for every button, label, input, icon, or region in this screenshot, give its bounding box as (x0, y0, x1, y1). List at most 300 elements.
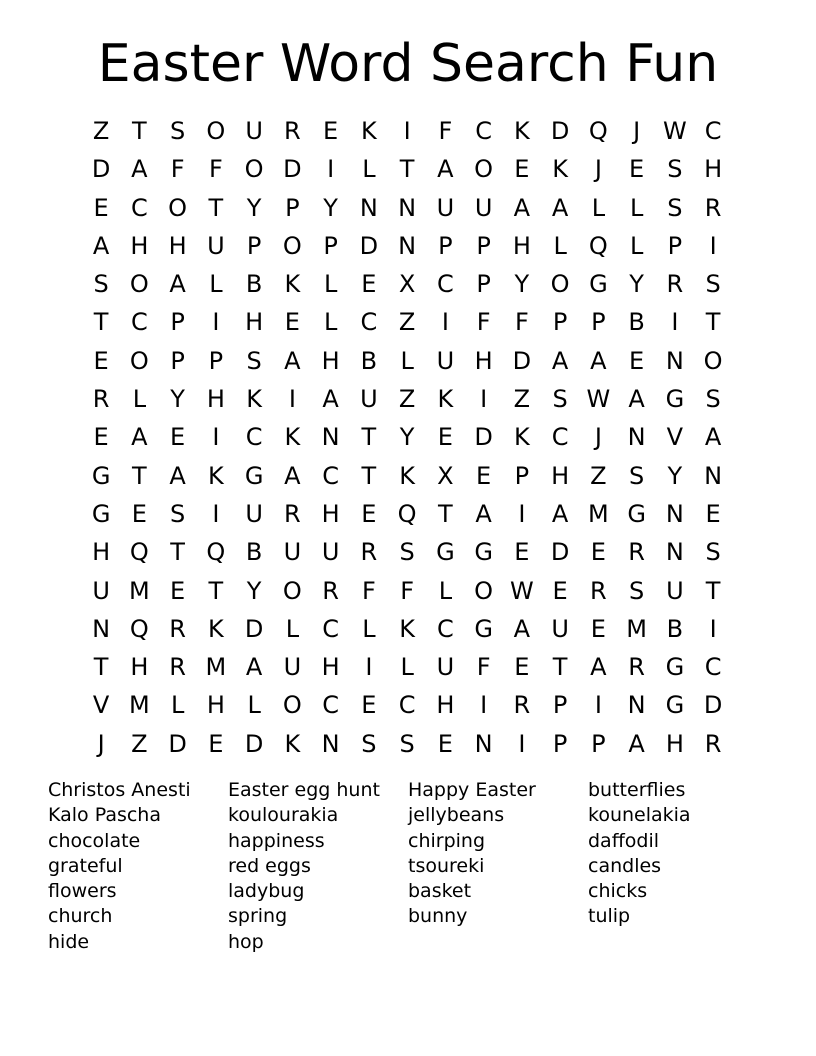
grid-cell: K (284, 423, 301, 452)
grid-cell: J (97, 729, 105, 758)
grid-cell: R (704, 193, 722, 222)
grid-cell: H (474, 346, 493, 375)
grid-cell: N (474, 729, 493, 758)
word-list-item: chocolate (48, 829, 141, 852)
grid-cell: Q (588, 231, 608, 260)
grid-cell: J (633, 117, 641, 145)
grid-cell: A (131, 155, 148, 184)
grid-cell: A (169, 461, 186, 490)
grid-cell: E (170, 423, 186, 452)
grid-cell: A (131, 423, 148, 452)
grid-cell: F (476, 308, 491, 337)
grid-cell: N (321, 423, 340, 452)
grid-cell: T (132, 461, 147, 490)
grid-cell: C (551, 423, 569, 452)
grid-cell: I (518, 499, 526, 528)
grid-cell: H (665, 729, 684, 758)
grid-cell: F (476, 653, 491, 682)
grid-cell: R (169, 614, 186, 643)
grid-cell: A (551, 499, 569, 528)
grid-cell: U (92, 576, 110, 605)
grid-cell: A (628, 729, 645, 758)
grid-cell: G (244, 461, 264, 490)
grid-cell: Q (129, 538, 149, 567)
word-list-item: candles (588, 854, 662, 877)
grid-cell: U (666, 576, 684, 605)
grid-cell: R (360, 538, 378, 567)
page-title: Easter Word Search Fun (97, 34, 719, 94)
grid-cell: S (399, 729, 415, 758)
grid-cell: I (288, 385, 296, 414)
grid-cell: U (436, 193, 455, 222)
grid-cell: J (594, 155, 602, 184)
grid-cell: P (170, 346, 185, 375)
grid-cell: P (552, 308, 568, 337)
grid-cell: D (283, 155, 302, 184)
grid-cell: R (322, 576, 339, 605)
letter-grid (82, 112, 734, 763)
grid-cell: A (284, 346, 301, 375)
grid-cell: B (666, 614, 684, 643)
grid-cell: T (399, 155, 415, 184)
grid-cell: P (285, 193, 300, 222)
grid-cell: N (704, 461, 723, 490)
word-list-item: tulip (588, 905, 631, 928)
grid-cell: K (514, 117, 530, 145)
grid-cell: K (284, 270, 301, 299)
grid-cell: T (438, 499, 453, 528)
word-list-item: tsoureki (408, 854, 485, 877)
grid-cell: R (628, 538, 645, 567)
grid-cell: P (667, 231, 683, 260)
grid-cell: A (590, 653, 607, 682)
grid-cell: E (323, 117, 339, 145)
grid-cell: L (209, 270, 223, 299)
grid-cell: E (629, 155, 645, 184)
grid-cell: K (399, 614, 415, 643)
grid-cell: L (591, 193, 606, 222)
grid-cell: S (552, 385, 568, 414)
grid-cell: F (438, 117, 453, 145)
grid-cell: Z (398, 308, 416, 337)
grid-cell: U (436, 653, 455, 682)
grid-cell: O (474, 155, 494, 184)
grid-cell: A (628, 385, 645, 414)
grid-cell: H (551, 461, 570, 490)
word-list-item: basket (408, 880, 472, 903)
grid-cell: A (475, 499, 492, 528)
grid-cell: E (170, 576, 186, 605)
grid-cell: H (321, 346, 340, 375)
grid-cell: H (321, 653, 340, 682)
grid-cell: D (168, 729, 187, 758)
word-list-item: butterflies (588, 779, 686, 801)
grid-cell: S (246, 346, 262, 375)
grid-cell: Y (399, 423, 415, 452)
grid-cell: T (132, 117, 147, 145)
grid-cell: P (476, 270, 491, 299)
grid-cell: I (594, 691, 602, 720)
grid-cell: Q (129, 614, 149, 643)
grid-cell: H (168, 231, 187, 260)
grid-cell: R (284, 499, 301, 528)
word-list-item: hide (48, 930, 90, 953)
grid-cell: U (283, 653, 302, 682)
grid-cell: D (359, 231, 379, 260)
grid-cell: A (92, 231, 110, 260)
grid-cell: O (282, 231, 302, 260)
grid-cell: T (361, 461, 377, 490)
grid-cell: L (285, 614, 300, 643)
grid-cell: O (474, 576, 494, 605)
grid-cell: H (206, 691, 225, 720)
word-list-item: Easter egg hunt (228, 779, 380, 801)
grid-cell: Q (206, 538, 226, 567)
grid-cell: G (665, 653, 685, 682)
grid-cell: E (437, 423, 453, 452)
grid-cell: N (665, 346, 684, 375)
grid-cell: N (665, 499, 684, 528)
grid-cell: A (551, 193, 569, 222)
grid-cell: C (322, 691, 339, 720)
grid-cell: N (627, 423, 646, 452)
grid-cell: S (667, 193, 683, 222)
grid-cell: H (436, 691, 455, 720)
grid-cell: L (629, 193, 644, 222)
grid-cell: S (705, 385, 721, 414)
grid-cell: E (437, 729, 453, 758)
grid-cell: C (360, 308, 378, 337)
word-list-item: Christos Anesti (48, 779, 191, 801)
grid-cell: E (361, 499, 377, 528)
grid-cell: E (208, 729, 224, 758)
grid-cell: Y (170, 385, 185, 414)
grid-cell: N (92, 614, 111, 643)
grid-cell: D (512, 346, 532, 375)
word-list-item: daffodil (588, 829, 660, 852)
grid-cell: R (169, 653, 186, 682)
grid-cell: H (245, 308, 264, 337)
grid-cell: E (705, 499, 721, 528)
grid-cell: Z (131, 729, 148, 758)
word-list-item: red eggs (228, 854, 311, 877)
grid-cell: N (398, 231, 417, 260)
grid-cell: R (590, 576, 607, 605)
grid-cell: H (321, 499, 340, 528)
grid-cell: U (245, 499, 263, 528)
grid-cell: L (362, 614, 376, 643)
word-list-item: kounelakia (588, 804, 691, 827)
grid-cell: I (709, 614, 717, 643)
grid-cell: B (628, 308, 645, 337)
grid-cell: G (474, 614, 493, 643)
grid-cell: R (666, 270, 684, 299)
grid-cell: N (665, 538, 684, 567)
grid-cell: E (476, 461, 492, 490)
grid-cell: D (91, 155, 111, 184)
grid-cell: I (212, 308, 220, 337)
grid-cell: A (513, 614, 531, 643)
grid-cell: B (245, 538, 263, 567)
grid-cell: G (436, 538, 455, 567)
grid-cell: M (626, 614, 647, 643)
grid-cell: F (361, 576, 376, 605)
grid-cell: C (704, 117, 722, 145)
grid-cell: A (322, 385, 339, 414)
grid-cell: U (283, 538, 302, 567)
grid-cell: X (437, 461, 454, 490)
grid-cell: S (361, 729, 377, 758)
grid-cell: Y (246, 576, 262, 605)
grid-cell: T (93, 308, 109, 337)
word-list (48, 778, 768, 955)
grid-cell: V (92, 691, 110, 720)
word-list-item: grateful (48, 854, 123, 877)
grid-cell: I (480, 691, 488, 720)
grid-cell: E (361, 691, 377, 720)
grid-cell: M (205, 653, 227, 682)
grid-cell: Z (92, 117, 110, 145)
grid-cell: P (246, 231, 262, 260)
grid-cell: H (512, 231, 531, 260)
grid-cell: C (130, 193, 148, 222)
grid-cell: C (322, 461, 339, 490)
grid-cell: J (594, 423, 602, 452)
grid-cell: C (245, 423, 263, 452)
grid-cell: Z (590, 461, 607, 490)
grid-cell: U (551, 614, 569, 643)
grid-cell: P (514, 461, 530, 490)
grid-cell: E (590, 538, 606, 567)
grid-cell: K (514, 423, 530, 452)
grid-cell: S (629, 461, 645, 490)
grid-cell: C (322, 614, 339, 643)
grid-cell: E (514, 653, 530, 682)
grid-cell: I (365, 653, 373, 682)
grid-cell: O (550, 270, 570, 299)
grid-cell: R (92, 385, 110, 414)
grid-cell: C (130, 308, 148, 337)
word-list-item: ladybug (228, 880, 305, 903)
grid-cell: K (361, 117, 377, 145)
grid-cell: R (704, 729, 722, 758)
grid-cell: E (93, 423, 109, 452)
grid-cell: A (590, 346, 607, 375)
grid-cell: U (360, 385, 378, 414)
grid-cell: L (323, 270, 338, 299)
grid-cell: L (438, 576, 453, 605)
grid-cell: L (247, 691, 261, 720)
grid-cell: R (513, 691, 531, 720)
grid-cell: Q (588, 117, 608, 145)
grid-cell: O (206, 117, 226, 145)
grid-cell: P (552, 691, 568, 720)
grid-cell: P (591, 729, 606, 758)
grid-cell: T (552, 653, 568, 682)
grid-cell: M (588, 499, 609, 528)
grid-cell: U (207, 231, 225, 260)
grid-cell: D (550, 538, 570, 567)
grid-cell: T (705, 308, 721, 337)
grid-cell: D (550, 117, 570, 145)
grid-cell: S (170, 499, 186, 528)
grid-cell: K (399, 461, 415, 490)
grid-cell: G (474, 538, 493, 567)
grid-cell: D (703, 691, 723, 720)
grid-cell: A (284, 461, 301, 490)
grid-cell: A (704, 423, 722, 452)
grid-cell: C (436, 614, 454, 643)
word-list-item: church (48, 905, 113, 928)
grid-cell: O (168, 193, 188, 222)
grid-cell: L (400, 346, 414, 375)
word-column (408, 778, 588, 955)
grid-cell: I (441, 308, 449, 337)
grid-cell: E (590, 614, 606, 643)
grid-cell: T (93, 653, 109, 682)
grid-cell: G (665, 385, 685, 414)
grid-cell: K (284, 729, 301, 758)
grid-cell: T (208, 576, 224, 605)
grid-cell: L (132, 385, 147, 414)
grid-cell: E (284, 308, 300, 337)
grid-cell: W (586, 385, 611, 414)
grid-cell: I (709, 231, 717, 260)
grid-cell: L (553, 231, 567, 260)
grid-cell: N (321, 729, 340, 758)
grid-cell: K (552, 155, 568, 184)
grid-cell: W (510, 576, 534, 605)
grid-cell: T (705, 576, 721, 605)
word-list-item: chirping (408, 829, 486, 852)
grid-cell: H (130, 231, 149, 260)
grid-cell: O (129, 270, 149, 299)
grid-cell: G (665, 691, 685, 720)
grid-cell: E (93, 346, 109, 375)
grid-cell: A (169, 270, 186, 299)
grid-cell: S (170, 117, 186, 145)
grid-cell: C (704, 653, 722, 682)
grid-cell: P (438, 231, 453, 260)
grid-cell: G (627, 499, 646, 528)
grid-cell: A (437, 155, 454, 184)
grid-cell: R (628, 653, 645, 682)
grid-cell: L (400, 653, 414, 682)
word-list-item: koulourakia (228, 804, 339, 827)
word-list-item: chicks (588, 880, 648, 903)
grid-cell: I (518, 729, 526, 758)
grid-cell: D (474, 423, 493, 452)
grid-cell: U (474, 193, 493, 222)
grid-cell: D (244, 614, 264, 643)
grid-cell: A (513, 193, 531, 222)
grid-cell: F (400, 576, 415, 605)
grid-cell: E (131, 499, 147, 528)
grid-cell: P (208, 346, 224, 375)
grid-cell: N (398, 193, 417, 222)
grid-cell: O (282, 576, 302, 605)
grid-cell: Y (514, 270, 530, 299)
grid-cell: B (245, 270, 263, 299)
grid-cell: O (703, 346, 723, 375)
grid-cell: Y (323, 193, 338, 222)
grid-cell: T (361, 423, 377, 452)
grid-cell: K (437, 385, 454, 414)
grid-cell: M (129, 691, 150, 720)
grid-cell: H (130, 653, 149, 682)
grid-cell: P (323, 231, 338, 260)
grid-cell: D (244, 729, 264, 758)
grid-cell: P (591, 308, 606, 337)
grid-cell: H (206, 385, 225, 414)
grid-cell: I (671, 308, 679, 337)
grid-cell: N (627, 691, 646, 720)
word-column (228, 778, 408, 955)
word-list-item: hop (228, 930, 264, 953)
grid-cell: Y (629, 270, 644, 299)
grid-cell: E (514, 538, 530, 567)
grid-cell: S (93, 270, 109, 299)
grid-cell: L (629, 231, 644, 260)
grid-cell: V (666, 423, 684, 452)
grid-cell: L (323, 308, 338, 337)
grid-cell: G (91, 461, 111, 490)
grid-cell: M (129, 576, 150, 605)
grid-cell: E (93, 193, 109, 222)
grid-cell: A (551, 346, 569, 375)
word-list-item: Happy Easter (408, 779, 536, 801)
grid-cell: K (246, 385, 262, 414)
word-list-item: spring (228, 905, 288, 928)
grid-cell: P (552, 729, 568, 758)
grid-cell: L (170, 691, 185, 720)
grid-cell: E (552, 576, 568, 605)
grid-cell: H (704, 155, 723, 184)
grid-cell: I (480, 385, 488, 414)
grid-cell: C (398, 691, 416, 720)
grid-cell: U (436, 346, 455, 375)
grid-cell: O (129, 346, 149, 375)
grid-cell: Y (667, 461, 683, 490)
grid-cell: P (476, 231, 491, 260)
grid-cell: E (361, 270, 377, 299)
grid-cell: R (284, 117, 301, 145)
grid-cell: L (362, 155, 376, 184)
grid-cell: F (170, 155, 185, 184)
grid-cell: T (208, 193, 224, 222)
grid-cell: F (514, 308, 529, 337)
word-list-item: happiness (228, 829, 325, 852)
grid-cell: S (705, 270, 721, 299)
word-column (588, 778, 768, 955)
grid-cell: P (170, 308, 185, 337)
grid-cell: G (91, 499, 111, 528)
word-column (48, 778, 228, 955)
grid-cell: B (360, 346, 378, 375)
grid-cell: C (475, 117, 492, 145)
grid-cell: S (667, 155, 683, 184)
grid-cell: N (359, 193, 378, 222)
grid-cell: I (212, 423, 220, 452)
grid-cell: E (514, 155, 530, 184)
word-list-item: Kalo Pascha (48, 804, 161, 827)
grid-cell: Y (246, 193, 262, 222)
grid-cell: G (589, 270, 608, 299)
grid-cell: T (170, 538, 185, 567)
grid-cell: E (629, 346, 645, 375)
grid-cell: S (629, 576, 645, 605)
grid-cell: F (208, 155, 223, 184)
